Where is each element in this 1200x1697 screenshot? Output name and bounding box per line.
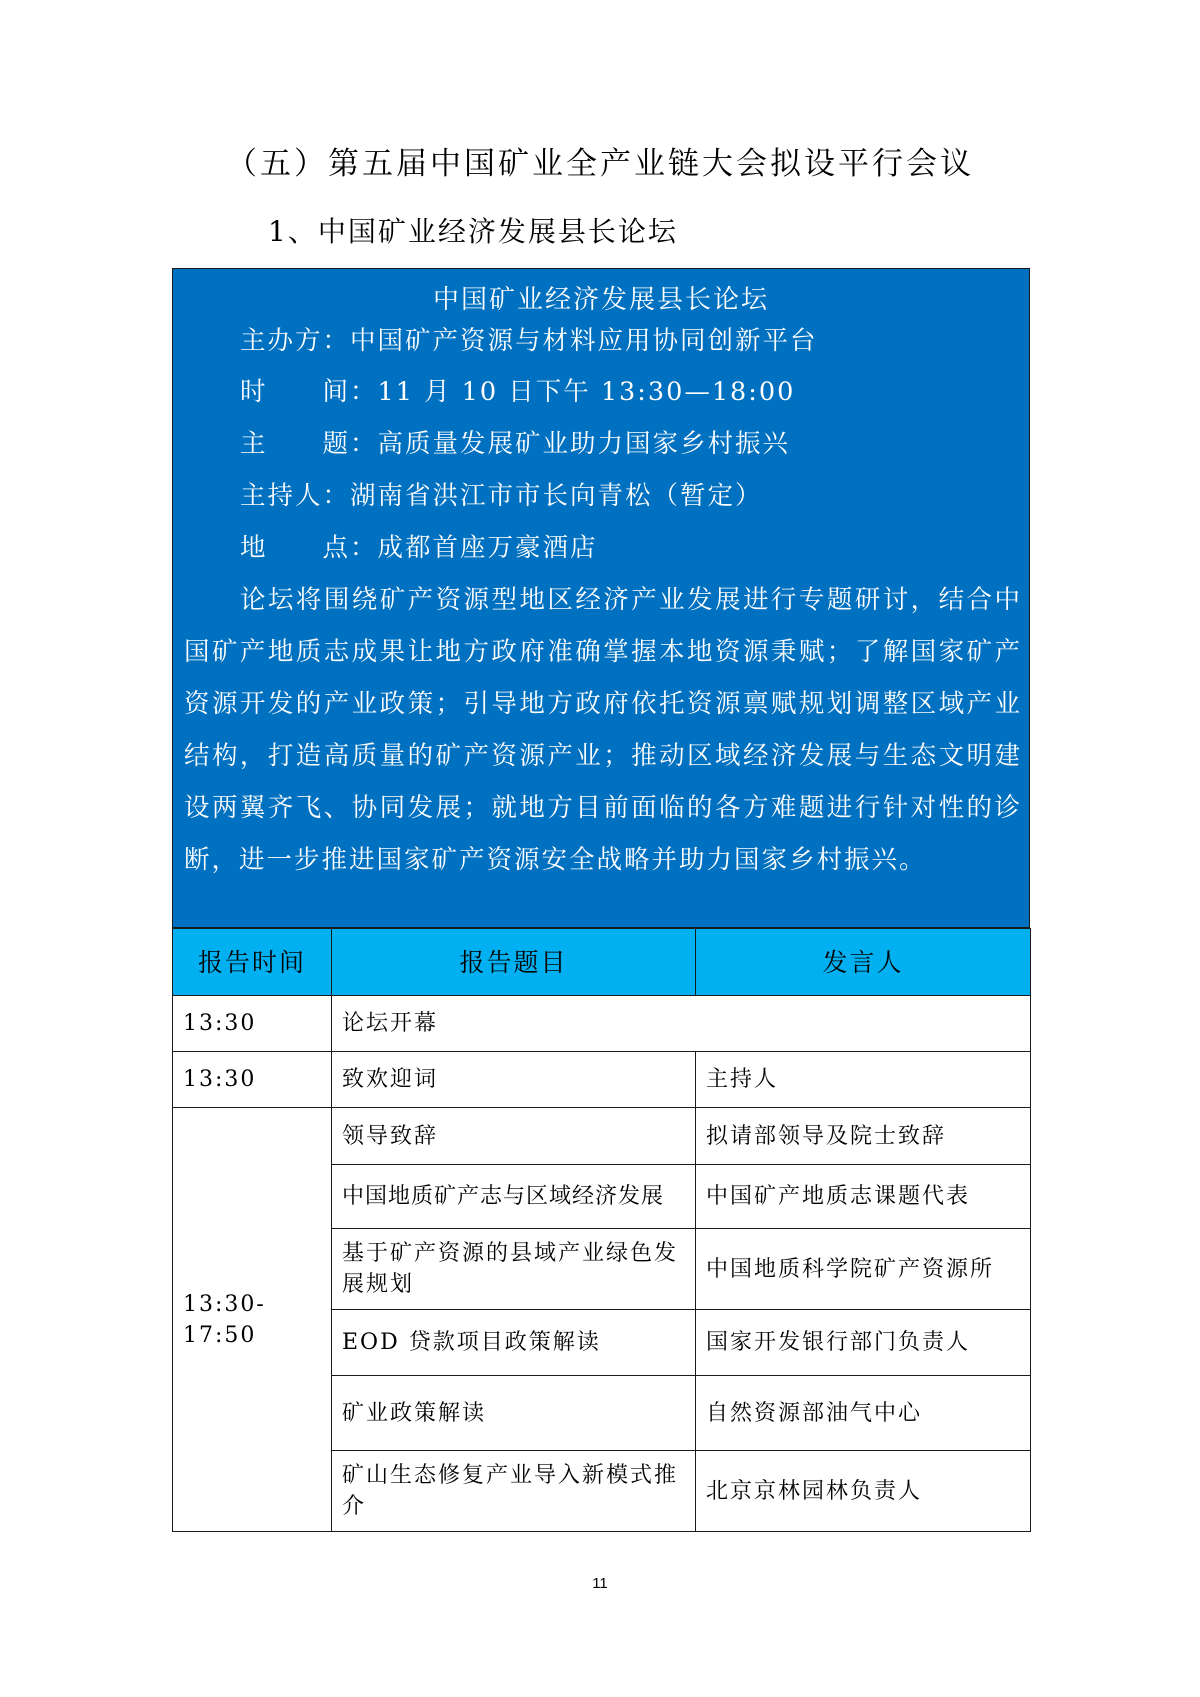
table-row [173, 1052, 1031, 1108]
row-topic: EOD 贷款项目政策解读 [332, 1310, 696, 1376]
row-time: 13:30 [173, 1052, 332, 1108]
organizer-label: 主办方： [240, 326, 351, 356]
forum-title: 中国矿业经济发展县长论坛 [432, 285, 769, 315]
venue-label: 地 点： [240, 533, 378, 563]
row-topic: 中国地质矿产志与区域经济发展 [332, 1165, 696, 1229]
description-line: 设两翼齐飞、协同发展；就地方目前面临的各方难题进行针对性的诊 [184, 793, 1020, 823]
description-line: 资源开发的产业政策；引导地方政府依托资源禀赋规划调整区域产业 [184, 689, 1020, 719]
time-line [240, 372, 795, 408]
venue-line [240, 528, 598, 564]
description-line: 断，进一步推进国家矿产资源安全战略并助力国家乡村振兴。 [184, 845, 927, 875]
page-number: 11 [592, 1575, 608, 1592]
time-label: 时 间： [240, 377, 378, 407]
description-line: 结构，打造高质量的矿产资源产业；推动区域经济发展与生态文明建 [184, 741, 1020, 771]
time-value: 11 月 10 日下午 13:30—18:00 [377, 377, 796, 407]
organizer-line [240, 321, 818, 357]
forum-heading: 1、中国矿业经济发展县长论坛 [268, 215, 678, 248]
row-speaker: 国家开发银行部门负责人 [696, 1310, 1031, 1376]
row-topic: 领导致辞 [332, 1108, 696, 1165]
row-topic: 论坛开幕 [332, 996, 1031, 1052]
forum-info-box [172, 268, 1030, 928]
table-row [173, 996, 1031, 1052]
header-time: 报告时间 [173, 929, 332, 996]
table-row [173, 1108, 1031, 1165]
table-header-row [173, 929, 1031, 996]
row-topic: 矿山生态修复产业导入新模式推介 [332, 1451, 696, 1532]
row-speaker: 拟请部领导及院士致辞 [696, 1108, 1031, 1165]
host-value: 湖南省洪江市市长向青松（暂定） [350, 481, 763, 511]
row-speaker: 中国矿产地质志课题代表 [696, 1165, 1031, 1229]
header-speaker: 发言人 [696, 929, 1031, 996]
schedule-table [172, 928, 1031, 1532]
host-line [240, 476, 763, 512]
group-time: 13:30-17:50 [173, 1108, 332, 1532]
row-speaker: 中国地质科学院矿产资源所 [696, 1229, 1031, 1310]
row-time: 13:30 [173, 996, 332, 1052]
organizer-value: 中国矿产资源与材料应用协同创新平台 [350, 326, 818, 356]
header-topic: 报告题目 [332, 929, 696, 996]
row-speaker: 北京京林园林负责人 [696, 1451, 1031, 1532]
row-topic: 基于矿产资源的县域产业绿色发展规划 [332, 1229, 696, 1310]
theme-value: 高质量发展矿业助力国家乡村振兴 [377, 429, 791, 459]
description-line: 国矿产地质志成果让地方政府准确掌握本地资源秉赋；了解国家矿产 [184, 637, 1020, 667]
theme-label: 主 题： [240, 429, 378, 459]
host-label: 主持人： [240, 481, 351, 511]
row-topic: 致欢迎词 [332, 1052, 696, 1108]
theme-line [240, 424, 790, 460]
section-heading: （五）第五届中国矿业全产业链大会拟设平行会议 [226, 146, 974, 182]
row-topic: 矿业政策解读 [332, 1376, 696, 1451]
row-speaker: 自然资源部油气中心 [696, 1376, 1031, 1451]
description-line: 论坛将围绕矿产资源型地区经济产业发展进行专题研讨，结合中 [240, 585, 1020, 615]
row-speaker: 主持人 [696, 1052, 1031, 1108]
venue-value: 成都首座万豪酒店 [377, 533, 598, 563]
